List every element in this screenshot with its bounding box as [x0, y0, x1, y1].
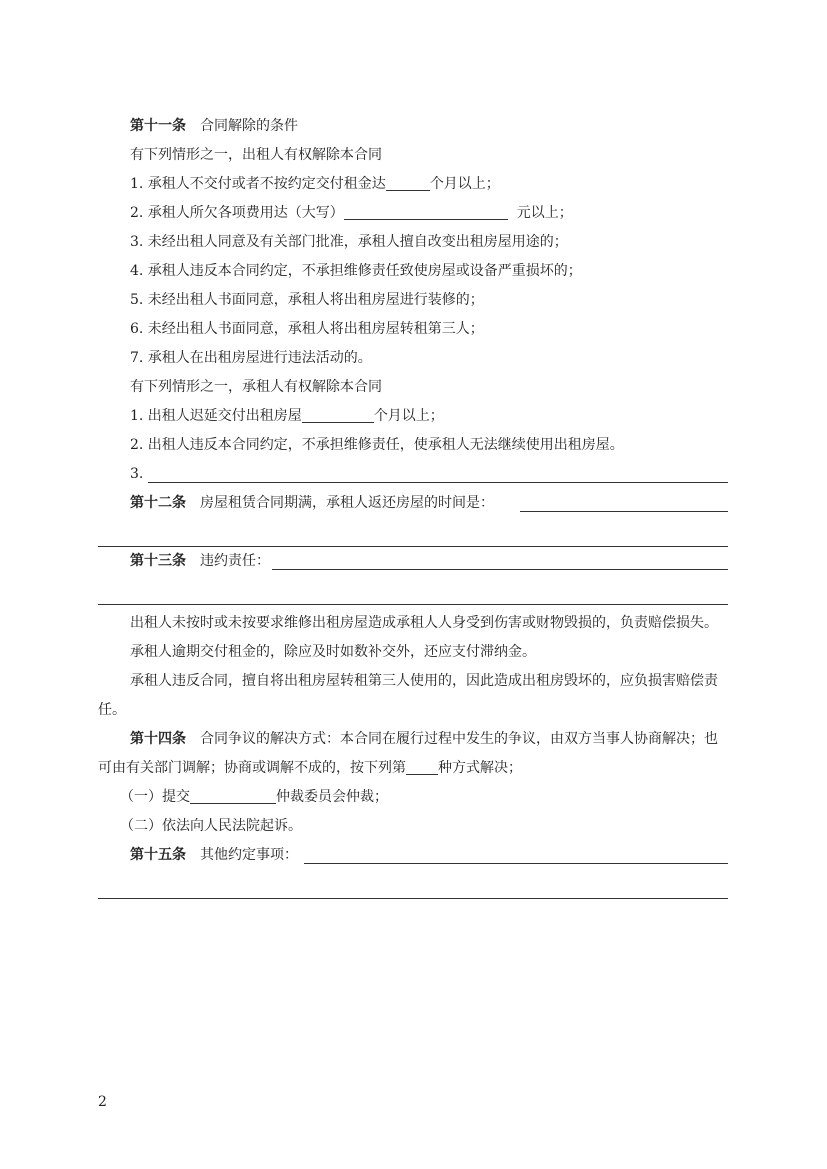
article-title: 第十三条	[130, 553, 186, 569]
page-number: 2	[98, 1094, 107, 1110]
lessor-item-1: 1. 承租人不交付或者不按约定交付租金达 个月以上；	[130, 176, 500, 192]
lessor-item-6: 6. 未经出租人书面同意，承租人将出租房屋转租第三人；	[130, 321, 484, 337]
other-terms-blank[interactable]	[304, 863, 728, 864]
liability-paragraph-3: 承租人违反合同，擅自将出租房屋转租第三人使用的，因此造成出租房毁坏的，应负损害赔偿责任。	[98, 673, 718, 718]
liability-blank[interactable]	[272, 569, 728, 570]
article-11-heading	[98, 112, 728, 141]
article-12: 第十二条 房屋租赁合同期满，承租人返还房屋的时间是：	[98, 489, 728, 518]
contract-page	[98, 112, 728, 899]
blank-line[interactable]	[98, 518, 728, 547]
blank-line[interactable]	[98, 576, 728, 605]
lessor-item-5: 5. 未经出租人书面同意，承租人将出租房屋进行装修的；	[130, 292, 484, 308]
article-14: 第十四条 合同争议的解决方式：本合同在履行过程中发生的争议，由双方当事人协商解决；也可由有关部门调解；协商或调解不成的，按下列第 种方式解决；	[98, 731, 718, 776]
arbitration-commission-blank[interactable]	[190, 788, 276, 804]
months-blank[interactable]	[386, 175, 430, 191]
method-number-blank[interactable]	[406, 759, 438, 775]
lessor-item-3: 3. 未经出租人同意及有关部门批准，承租人擅自改变出租房屋用途的；	[130, 234, 568, 250]
liability-paragraph-2: 承租人逾期交付租金的，除应及时如数补交外，还应支付滞纳金。	[130, 644, 536, 660]
item-3-blank[interactable]	[148, 482, 728, 483]
lessee-item-1: 1. 出租人迟延交付出租房屋 个月以上；	[130, 408, 444, 424]
article-title: 第十二条	[130, 495, 186, 511]
lessee-item-3: 3.	[98, 460, 728, 489]
article-13: 第十三条 违约责任：	[98, 547, 728, 576]
article-title: 第十五条	[130, 847, 186, 863]
lessor-item-7: 7. 承租人在出租房屋进行违法活动的。	[130, 350, 372, 366]
dispute-option-2: （二）依法向人民法院起诉。	[120, 818, 302, 834]
blank-line[interactable]	[98, 870, 728, 899]
lessee-termination-intro: 有下列情形之一，承租人有权解除本合同	[130, 379, 382, 395]
dispute-option-1: （一）提交 仲裁委员会仲裁；	[120, 789, 388, 805]
lessor-item-2: 2. 承租人所欠各项费用达（大写） 元以上；	[130, 205, 573, 221]
liability-paragraph-1: 出租人未按时或未按要求维修出租房屋造成承租人人身受到伤害或财物毁损的，负责赔偿损失。	[130, 615, 718, 631]
article-heading: 合同解除的条件	[200, 118, 298, 134]
article-title: 第十四条	[130, 731, 186, 747]
lessor-termination-intro: 有下列情形之一，出租人有权解除本合同	[130, 147, 382, 163]
article-15: 第十五条 其他约定事项：	[98, 841, 728, 870]
months-blank[interactable]	[302, 407, 374, 423]
lessee-item-2: 2. 出租人违反本合同约定，不承担维修责任，使承租人无法继续使用出租房屋。	[130, 437, 624, 453]
return-time-blank[interactable]	[520, 511, 728, 512]
lessor-item-4: 4. 承租人违反本合同约定，不承担维修责任致使房屋或设备严重损坏的；	[130, 263, 582, 279]
amount-blank[interactable]	[344, 204, 508, 220]
article-title: 第十一条	[130, 118, 186, 134]
